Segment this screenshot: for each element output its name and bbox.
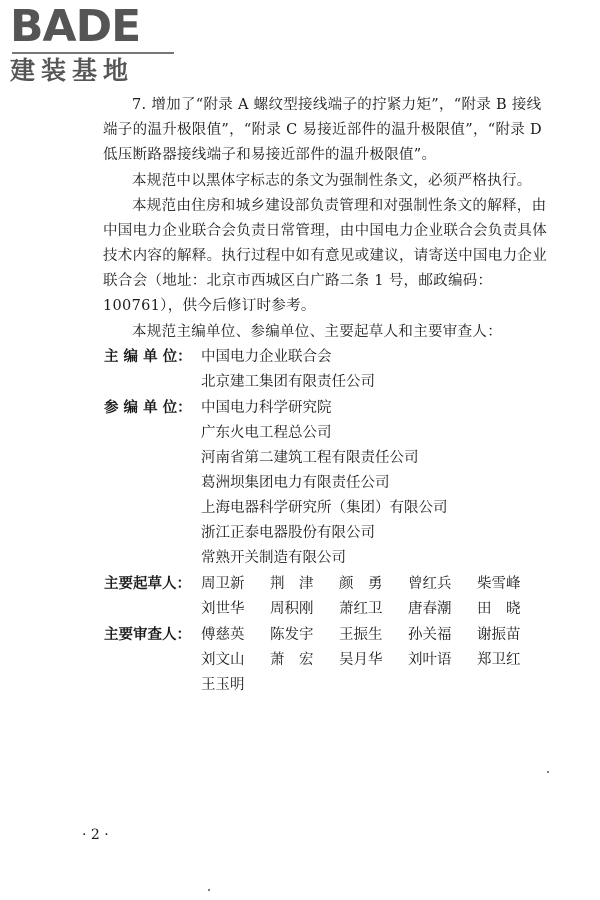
logo-brand-text: BADE bbox=[10, 1, 141, 52]
scan-speck bbox=[547, 771, 549, 773]
participant-org: 广东火电工程总公司 bbox=[201, 425, 332, 441]
reviewer-name: 谢振苗 bbox=[477, 627, 521, 643]
reviewer-name: 王玉明 bbox=[201, 677, 245, 693]
reviewer-name: 孙关福 bbox=[408, 627, 452, 643]
chief-editor-org: 中国电力企业联合会 bbox=[201, 349, 332, 365]
participant-org: 葛洲坝集团电力有限责任公司 bbox=[201, 475, 390, 491]
drafter-name: 颜 勇 bbox=[339, 576, 383, 592]
drafter-name: 荆 津 bbox=[270, 576, 314, 592]
chief-editor-org: 北京建工集团有限责任公司 bbox=[201, 374, 375, 390]
drafter-name: 周卫新 bbox=[201, 576, 245, 592]
drafters-label: 主要起草人： bbox=[104, 576, 191, 592]
reviewer-name: 萧 宏 bbox=[270, 652, 314, 668]
drafter-name: 田 晓 bbox=[477, 601, 521, 617]
drafter-name: 刘世华 bbox=[201, 601, 245, 617]
reviewers-row bbox=[201, 648, 561, 673]
chief-editor-label: 主 编 单 位： bbox=[104, 349, 192, 365]
participant-org: 上海电器科学研究所（集团）有限公司 bbox=[201, 500, 448, 516]
logo-subtitle: 建装基地 bbox=[10, 56, 135, 85]
paragraph-intro: 本规范主编单位、参编单位、主要起草人和主要审查人： bbox=[132, 324, 502, 340]
reviewer-name: 刘文山 bbox=[201, 652, 245, 668]
participant-org: 常熟开关制造有限公司 bbox=[201, 550, 346, 566]
paragraph-item-7: 7. 增加了“附录 A 螺纹型接线端子的拧紧力矩”，“附录 B 接线端子的温升极限值”，“附录 C 易接近部件的温升极限值”，“附录 D 低压断路器接线端子和易接近部件的温升极限值”。 bbox=[103, 97, 542, 163]
participant-org: 中国电力科学研究院 bbox=[201, 400, 332, 416]
reviewers-row bbox=[201, 623, 561, 648]
reviewer-name: 郑卫红 bbox=[477, 652, 521, 668]
reviewer-name: 刘叶语 bbox=[408, 652, 452, 668]
logo-divider bbox=[12, 52, 174, 54]
reviewer-name: 吴月华 bbox=[339, 652, 383, 668]
paragraph-mandatory-clauses: 本规范中以黑体字标志的条文为强制性条文，必须严格执行。 bbox=[132, 173, 532, 189]
drafter-name: 周积刚 bbox=[270, 601, 314, 617]
reviewers-row bbox=[201, 673, 561, 698]
bade-logo bbox=[10, 2, 180, 88]
participant-org: 河南省第二建筑工程有限责任公司 bbox=[201, 450, 419, 466]
reviewer-name: 傅慈英 bbox=[201, 627, 245, 643]
reviewers-label: 主要审查人： bbox=[104, 627, 191, 643]
scan-speck bbox=[208, 889, 210, 891]
paragraph-management: 本规范由住房和城乡建设部负责管理和对强制性条文的解释，由中国电力企业联合会负责日常管理，由中国电力企业联合会负责具体技术内容的解释。执行过程中如有意见或建议，请寄送中国电力企业联合会（地址：北京市西城区白广路二条 1 号，邮政编码：100761），供今后修订时参考。 bbox=[103, 198, 547, 314]
page-number: · 2 · bbox=[82, 827, 109, 843]
participant-label: 参 编 单 位： bbox=[104, 400, 192, 416]
drafters-row bbox=[201, 597, 561, 622]
drafters-row bbox=[201, 572, 561, 597]
drafter-name: 唐春潮 bbox=[408, 601, 452, 617]
drafter-name: 柴雪峰 bbox=[477, 576, 521, 592]
participant-org: 浙江正泰电器股份有限公司 bbox=[201, 525, 375, 541]
reviewer-name: 王振生 bbox=[339, 627, 383, 643]
drafter-name: 萧红卫 bbox=[339, 601, 383, 617]
reviewer-name: 陈发宇 bbox=[270, 627, 314, 643]
drafter-name: 曾红兵 bbox=[408, 576, 452, 592]
